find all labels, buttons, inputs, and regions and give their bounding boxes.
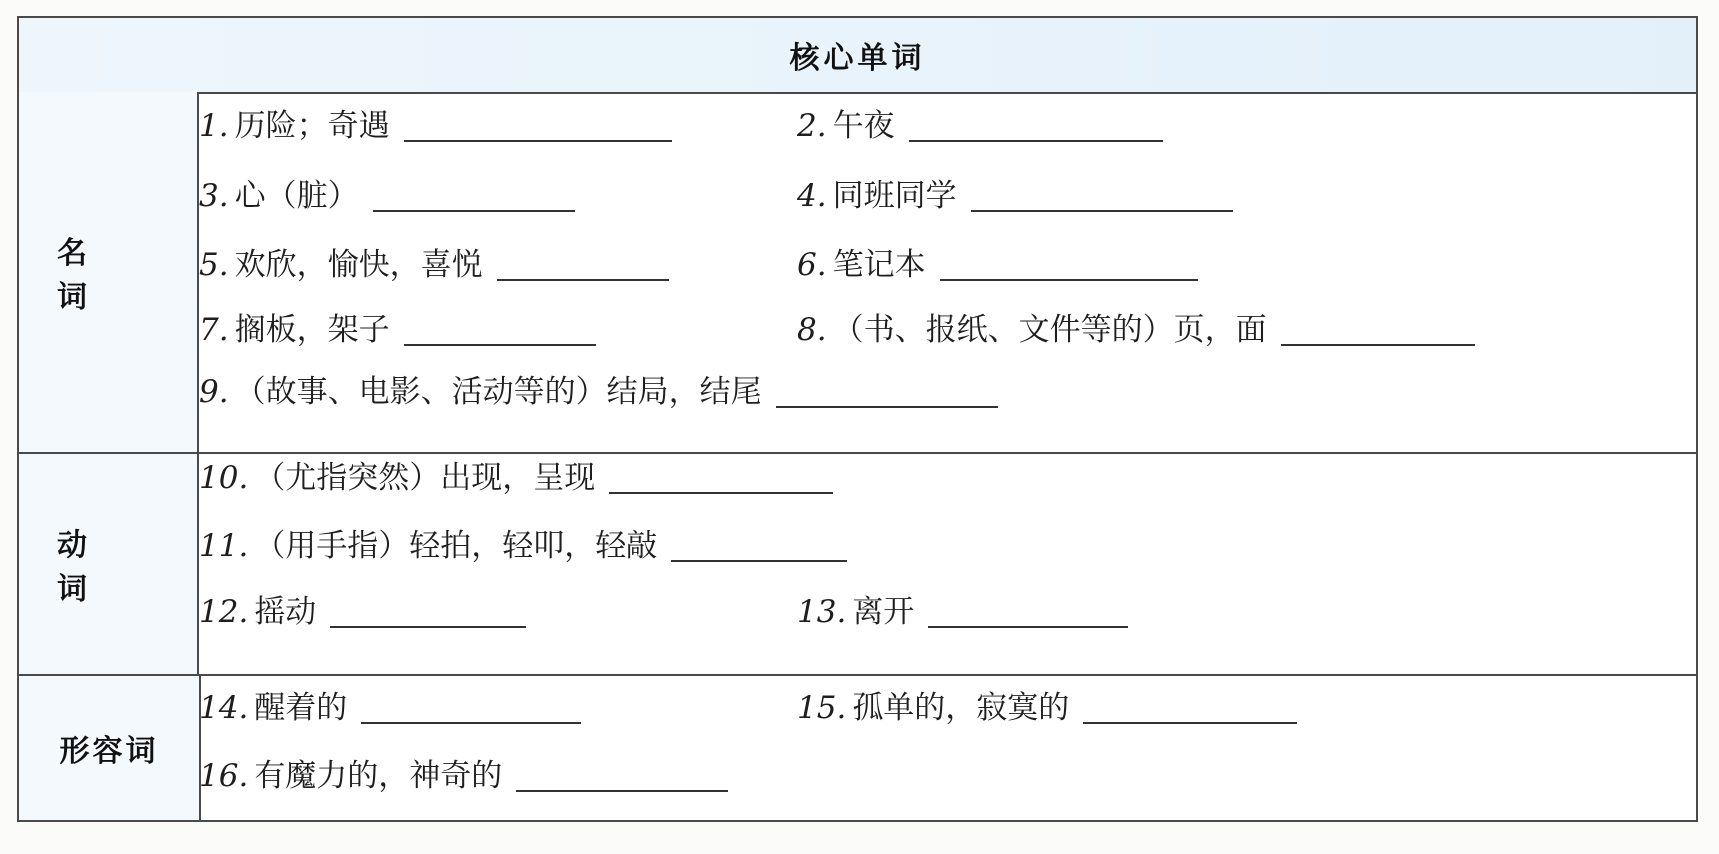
item-number: 7. (199, 312, 229, 348)
list-item (797, 688, 1297, 728)
item-number: 9. (199, 374, 229, 410)
verb-label: 动 词 (19, 454, 199, 674)
item-text: 笔记本 (832, 247, 926, 283)
item-number: 10. (199, 460, 249, 496)
answer-blank[interactable] (971, 180, 1233, 212)
list-item (199, 245, 669, 285)
answer-blank[interactable] (940, 249, 1198, 281)
list-item (199, 310, 596, 350)
item-number: 16. (199, 758, 249, 794)
item-text: 午夜 (832, 108, 895, 144)
list-item (199, 176, 575, 216)
list-item (199, 756, 728, 796)
item-text: 醒着的 (254, 690, 348, 726)
verb-section (19, 454, 1696, 676)
answer-blank[interactable] (671, 530, 847, 562)
item-text: 孤单的，寂寞的 (852, 690, 1070, 726)
answer-blank[interactable] (516, 760, 728, 792)
item-number: 15. (797, 690, 847, 726)
item-number: 8. (797, 312, 827, 348)
answer-blank[interactable] (404, 314, 596, 346)
noun-label: 名 词 (19, 92, 199, 452)
answer-blank[interactable] (776, 376, 998, 408)
item-text: 历险；奇遇 (234, 108, 390, 144)
item-number: 4. (797, 178, 827, 214)
answer-blank[interactable] (928, 596, 1128, 628)
item-text: 搁板，架子 (234, 312, 390, 348)
noun-section (19, 92, 1696, 454)
item-text: 心（脏） (234, 178, 359, 214)
list-item (199, 458, 833, 498)
list-item (797, 245, 1198, 285)
item-text: 有魔力的，神奇的 (254, 758, 503, 794)
answer-blank[interactable] (909, 110, 1163, 142)
core-vocabulary-table (17, 16, 1698, 822)
list-item (199, 688, 581, 728)
item-text: （用手指）轻拍，轻叩，轻敲 (254, 528, 658, 564)
item-text: （故事、电影、活动等的）结局，结尾 (234, 374, 762, 410)
answer-blank[interactable] (373, 180, 575, 212)
adjective-label: 形容词 (19, 676, 201, 820)
list-item (797, 176, 1233, 216)
list-item (797, 592, 1128, 632)
item-text: 离开 (852, 594, 915, 630)
answer-blank[interactable] (1281, 314, 1475, 346)
item-number: 2. (797, 108, 827, 144)
item-text: （尤指突然）出现，呈现 (254, 460, 596, 496)
item-number: 13. (797, 594, 847, 630)
adjective-section (19, 676, 1696, 820)
list-item (199, 526, 847, 566)
answer-blank[interactable] (361, 692, 581, 724)
list-item (797, 310, 1475, 350)
answer-blank[interactable] (404, 110, 672, 142)
item-number: 1. (199, 108, 229, 144)
item-number: 12. (199, 594, 249, 630)
table-title-row (19, 18, 1696, 94)
item-number: 11. (199, 528, 249, 564)
item-number: 5. (199, 247, 229, 283)
item-text: 欢欣，愉快，喜悦 (234, 247, 483, 283)
answer-blank[interactable] (330, 596, 526, 628)
item-number: 3. (199, 178, 229, 214)
answer-blank[interactable] (609, 462, 833, 494)
item-text: 同班同学 (832, 178, 957, 214)
answer-blank[interactable] (1083, 692, 1297, 724)
list-item (797, 106, 1163, 146)
list-item (199, 106, 672, 146)
table-title: 核心单词 (789, 41, 926, 76)
answer-blank[interactable] (497, 249, 669, 281)
list-item (199, 592, 526, 632)
item-number: 6. (797, 247, 827, 283)
list-item (199, 372, 998, 412)
item-text: （书、报纸、文件等的）页，面 (832, 312, 1267, 348)
item-number: 14. (199, 690, 249, 726)
item-text: 摇动 (254, 594, 317, 630)
